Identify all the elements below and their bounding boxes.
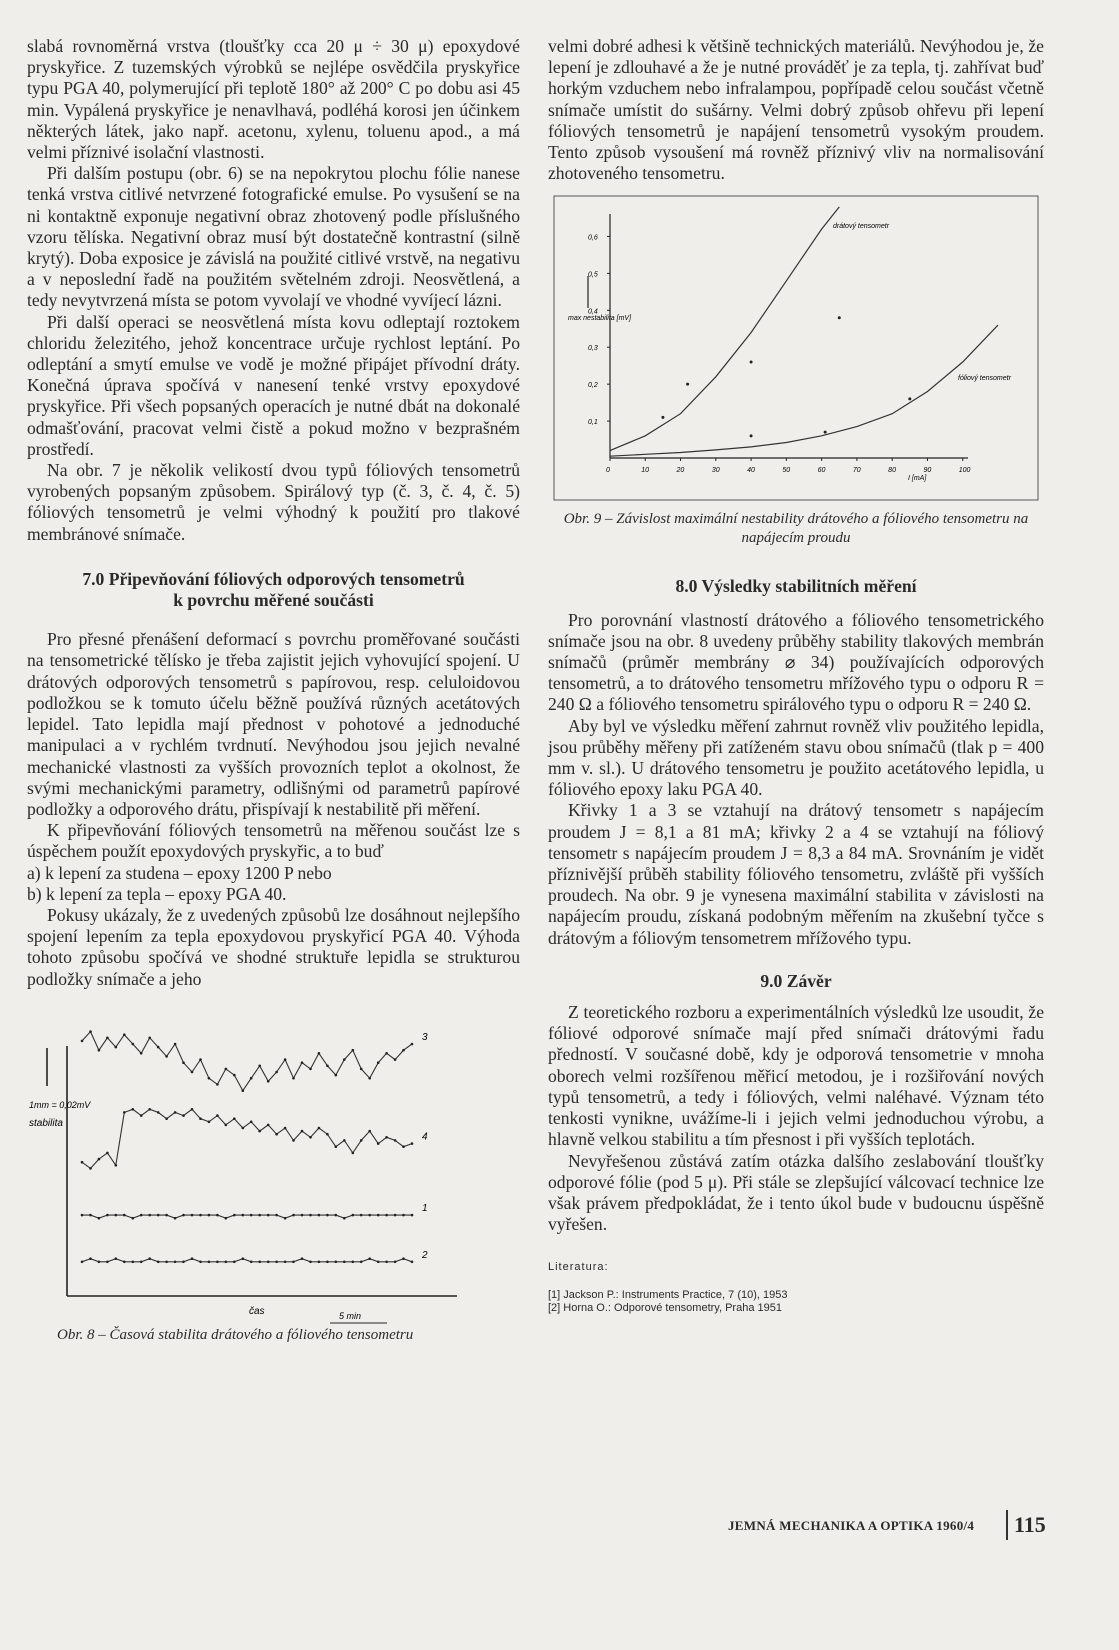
series-label: 3 xyxy=(422,1031,428,1043)
data-point xyxy=(191,1070,194,1073)
data-point xyxy=(115,1046,118,1049)
data-point xyxy=(157,1111,160,1114)
data-point xyxy=(89,1030,92,1033)
section-heading-7 xyxy=(27,569,520,611)
data-point xyxy=(343,1217,346,1220)
data-point xyxy=(394,1260,397,1263)
data-point xyxy=(301,1257,304,1260)
figure-8-chart xyxy=(27,996,497,1326)
data-point xyxy=(174,1217,177,1220)
data-point xyxy=(394,1058,397,1061)
data-point xyxy=(233,1074,236,1077)
data-point xyxy=(275,1260,278,1263)
data-point xyxy=(352,1214,355,1217)
data-point xyxy=(199,1260,202,1263)
data-point xyxy=(106,1151,109,1154)
data-point xyxy=(343,1058,346,1061)
heading-line: k povrchu měřené součásti xyxy=(173,590,374,611)
data-point xyxy=(292,1214,295,1217)
data-point xyxy=(89,1257,92,1260)
x-tick-label: 100 xyxy=(958,467,971,475)
x-tick-label: 0 xyxy=(606,467,610,475)
data-point xyxy=(225,1123,228,1126)
data-point xyxy=(402,1214,405,1217)
paragraph: Pokusy ukázaly, že z uvedených způsobů lze dosáhnout nejlepšího spojení lepením za tepla epoxydovou pryskyřicí PGA 40. Výhoda tohoto způsobu spočívá ve shodné struktuře lepidla se strukturou podložky snímače a jeho xyxy=(27,904,520,989)
data-point xyxy=(377,1214,380,1217)
data-point xyxy=(402,1049,405,1052)
data-point xyxy=(98,1049,101,1052)
data-point xyxy=(352,1049,355,1052)
data-point xyxy=(377,1260,380,1263)
series-line xyxy=(610,326,998,457)
data-point xyxy=(242,1089,245,1092)
data-point xyxy=(360,1260,363,1263)
paragraph: slabá rovnoměrná vrstva (tloušťky cca 20 μ ÷ 30 μ) epoxydové pryskyřice. Z tuzemských výrobků se nejlépe osvědčila pryskyřice typu PGA 40, polymerující při teplotě 180° až 200° C po dobu asi 45 min. Vypálená pryskyřice je nenavlhavá, podléhá korosi jen účinkem některých látek, jako např. acetonu, xylenu, toluenu apod., a má velmi příznivé isolační vlastnosti. xyxy=(27,36,520,163)
data-point xyxy=(233,1214,236,1217)
data-point xyxy=(326,1260,329,1263)
references-heading: Literatura: xyxy=(548,1261,609,1274)
data-point xyxy=(140,1214,143,1217)
data-point xyxy=(275,1133,278,1136)
data-point xyxy=(284,1126,287,1129)
data-point xyxy=(318,1260,321,1263)
data-point xyxy=(81,1260,84,1263)
data-point xyxy=(182,1214,185,1217)
data-point xyxy=(661,416,664,419)
reference-2: [2] Horna O.: Odporové tensometry, Praha 1951 xyxy=(548,1302,782,1315)
series-line-1 xyxy=(82,1215,412,1218)
data-point xyxy=(750,361,753,364)
list-item: a) k lepení za studena – epoxy 1200 P nebo xyxy=(27,862,332,883)
series-label: 2 xyxy=(422,1249,428,1261)
paragraph: Při dalším postupu (obr. 6) se na nepokrytou plochu fólie nanese tenká vrstva citlivé netvrzené fotografické emulse. Po vysušení se na ni kontaktně exponuje negativní obraz zhotovený podle příslušného vzoru tělíska. Negativní obraz musí být dostatečně kontrastní (silně krytý). Doba exposice je závislá na použité citlivé vrstvě, na negativu a v neposlední řadě na použitém světelném zdroji. Neosvětlená, a tedy nevytvrzená místa se potom vyvolají ve vhodné vyvíjecí lázni. xyxy=(27,163,520,311)
x-tick-label: 60 xyxy=(817,467,826,475)
data-point xyxy=(275,1214,278,1217)
data-point xyxy=(301,1214,304,1217)
page-footer xyxy=(728,1508,1048,1540)
data-point xyxy=(157,1214,160,1217)
paragraph: Na obr. 7 je několik velikostí dvou typů fóliových tensometrů vyrobených popsaným způsobem. Spirálový typ (č. 3, č. 4, č. 5) fóliových tensometrů je velmi výhodný k použití pro tlakové membránové snímače. xyxy=(27,460,520,544)
data-point xyxy=(301,1130,304,1133)
reference-1: [1] Jackson P.: Instruments Practice, 7 (10), 1953 xyxy=(548,1288,788,1301)
data-point xyxy=(292,1077,295,1080)
data-point xyxy=(250,1077,253,1080)
data-point xyxy=(292,1139,295,1142)
data-point xyxy=(132,1108,135,1111)
data-point xyxy=(89,1167,92,1170)
data-point xyxy=(318,1126,321,1129)
data-point xyxy=(352,1260,355,1263)
series-line xyxy=(610,207,839,451)
data-point xyxy=(360,1067,363,1070)
data-point xyxy=(216,1260,219,1263)
data-point xyxy=(148,1257,151,1260)
data-point xyxy=(368,1077,371,1080)
heading-line: 7.0 Připevňování fóliových odporových tensometrů xyxy=(82,568,465,589)
paragraph: velmi dobré adhesi k většině technických materiálů. Nevýhodou je, že lepení je zdlouhavé a že je nutné prováděť je za tepla, tj. zahřívat buď horkým vzduchem nebo infralampou, popřípadě celou součást včetně snímače umístit do sušárny. Velmi dobrý způsob ohřevu při lepení fóliových tensometrů je napájení tensometrů vysokým proudem. Tento způsob vysoušení má rovněž příznivý vliv na normalisování zhotoveného tensometru. xyxy=(548,36,1044,184)
x-axis-label: čas xyxy=(249,1305,265,1317)
section-heading-8: 8.0 Výsledky stabilitních měření xyxy=(675,576,917,597)
data-point xyxy=(98,1260,101,1263)
paragraph: Pro přesné přenášení deformací s povrchu proměřované součásti na tensometrické tělísko je třeba zajistit jejich vyhovující spojení. U drátových odporových tensometrů s papírovou, resp. celuloidovou podložkou se k tomuto účelu běžně používá různých acetátových lepidel. Tato lepidla mají přednost v pohotové a jednoduché manipulaci a v rychlém tvrdnutí. Nevýhodou jsou jejich nevalné mechanické vlastnosti za vyšších provozních teplot a okolnost, že svými mechanickými parametry, odlišnými od parametrů papírové podložky a odporového drátu, přispívají k nestabilitě při měření. xyxy=(27,629,520,819)
x-tick-label: 50 xyxy=(782,467,791,475)
data-point xyxy=(267,1123,270,1126)
data-point xyxy=(838,317,841,320)
left-column xyxy=(27,36,520,1345)
paragraph: Z teoretického rozboru a experimentálních výsledků lze usoudit, že fóliové odporové snímače mají před snímači drátovými řadu předností. V současné době, kdy je odporová tensometrie v mnoha oborech velmi rozšířenou měřicí metodou, je i rozšiřování nových typů tensometrů, a tedy i fóliových, velmi naléhavé. Význam této tenkosti vynikne, uvážíme-li i jejich velmi jednoduchou výrobu, a hlavně velkou stabilitu a tím přesnost i při vyšších teplotách. xyxy=(548,1002,1044,1150)
data-point xyxy=(216,1114,219,1117)
figure-9-caption: Obr. 9 – Závislost maximální nestability drátového a fóliového tensometru na napájecím proudu xyxy=(563,511,1029,547)
x-tick-label: 90 xyxy=(923,467,932,475)
figure-9-chart xyxy=(548,190,1044,510)
data-point xyxy=(385,1260,388,1263)
data-point xyxy=(174,1111,177,1114)
y-tick-label: 0,2 xyxy=(588,382,598,390)
paragraph: Křivky 1 a 3 se vztahují na drátový tensometr s napájecím proudem J = 8,1 a 81 mA; křivky 2 a 4 se vztahují na fóliový tensometr s napájecím proudem J = 8,3 a 84 mA. Srovnáním je vidět příznivější průběh stability fóliového tensometru, zvláště při vyšších proudech. Na obr. 9 je vynesena maximální stabilita v závislosti na napájecím proudu, získaná podobným měřením na zkušební tyčce s drátovým a fóliovým tensometrem mřížového typu. xyxy=(548,800,1044,948)
series-line-2 xyxy=(82,1258,412,1261)
data-point xyxy=(123,1214,126,1217)
data-point xyxy=(292,1260,295,1263)
journal-name: JEMNÁ MECHANIKA A OPTIKA 1960/4 xyxy=(728,1518,975,1533)
data-point xyxy=(123,1260,126,1263)
data-point xyxy=(335,1214,338,1217)
data-point xyxy=(343,1139,346,1142)
data-point xyxy=(216,1214,219,1217)
data-point xyxy=(385,1052,388,1055)
data-point xyxy=(148,1036,151,1039)
data-point xyxy=(242,1257,245,1260)
data-point xyxy=(115,1214,118,1217)
data-point xyxy=(208,1120,211,1123)
data-point xyxy=(377,1142,380,1145)
data-point xyxy=(165,1117,168,1120)
data-point xyxy=(411,1214,414,1217)
data-point xyxy=(174,1260,177,1263)
page-number: 115 xyxy=(1014,1512,1046,1537)
data-point xyxy=(89,1214,92,1217)
data-point xyxy=(309,1067,312,1070)
data-point xyxy=(250,1260,253,1263)
series-label: 4 xyxy=(422,1131,428,1143)
data-point xyxy=(360,1214,363,1217)
data-point xyxy=(174,1042,177,1045)
data-point xyxy=(182,1260,185,1263)
data-point xyxy=(106,1260,109,1263)
data-point xyxy=(335,1260,338,1263)
data-point xyxy=(81,1039,84,1042)
paragraph: K připevňování fóliových tensometrů na měřenou součást lze s úspěchem použít epoxydových pryskyřic, a to buď xyxy=(27,820,520,862)
data-point xyxy=(199,1058,202,1061)
data-point xyxy=(402,1257,405,1260)
data-point xyxy=(301,1061,304,1064)
data-point xyxy=(309,1214,312,1217)
data-point xyxy=(750,435,753,438)
data-point xyxy=(115,1257,118,1260)
series-line-4 xyxy=(82,1109,412,1168)
data-point xyxy=(140,1114,143,1117)
figure-8-caption: Obr. 8 – Časová stabilita drátového a fóliového tensometru xyxy=(57,1326,414,1343)
data-point xyxy=(267,1260,270,1263)
data-point xyxy=(225,1260,228,1263)
data-point xyxy=(106,1214,109,1217)
list-item: b) k lepení za tepla – epoxy PGA 40. xyxy=(27,883,287,904)
data-point xyxy=(411,1260,414,1263)
y-tick-label: 0,5 xyxy=(588,271,598,279)
data-point xyxy=(326,1214,329,1217)
series-line-3 xyxy=(82,1031,412,1090)
x-tick-label: 30 xyxy=(711,467,720,475)
data-point xyxy=(335,1145,338,1148)
figure-frame xyxy=(554,196,1038,500)
data-point xyxy=(98,1158,101,1161)
data-point xyxy=(368,1130,371,1133)
data-point xyxy=(81,1214,84,1217)
data-point xyxy=(309,1260,312,1263)
data-point xyxy=(326,1064,329,1067)
data-point xyxy=(191,1108,194,1111)
data-point xyxy=(284,1260,287,1263)
data-point xyxy=(335,1074,338,1077)
data-point xyxy=(191,1257,194,1260)
data-point xyxy=(115,1164,118,1167)
data-point xyxy=(216,1083,219,1086)
y-tick-label: 0,3 xyxy=(588,345,598,353)
data-point xyxy=(199,1117,202,1120)
data-point xyxy=(208,1260,211,1263)
data-point xyxy=(182,1114,185,1117)
paragraph: Pro porovnání vlastností drátového a fóliového tensometrického snímače jsou na obr. 8 uvedeny průběhy stability tlakových membrán snímačů (průměr membrány ⌀ 34) používajících odporových tensometrů, a to drátového tensometru mřížového typu o odporu R = 240 Ω a fóliového tensometru spirálového typu o odporu R = 240 Ω. xyxy=(548,609,1044,715)
data-point xyxy=(250,1120,253,1123)
series-label: 1 xyxy=(422,1202,428,1214)
data-point xyxy=(132,1260,135,1263)
data-point xyxy=(258,1260,261,1263)
y-axis-label: max nestabilita [mV] xyxy=(568,315,632,323)
data-point xyxy=(123,1111,126,1114)
data-point xyxy=(385,1136,388,1139)
data-point xyxy=(208,1077,211,1080)
time-scale-label: 5 min xyxy=(339,1310,362,1321)
data-point xyxy=(258,1214,261,1217)
data-point xyxy=(233,1117,236,1120)
data-point xyxy=(225,1067,228,1070)
data-point xyxy=(242,1126,245,1129)
data-point xyxy=(132,1042,135,1045)
section-heading-9: 9.0 Závěr xyxy=(760,970,832,991)
data-point xyxy=(343,1260,346,1263)
data-point xyxy=(318,1052,321,1055)
data-point xyxy=(199,1214,202,1217)
data-point xyxy=(402,1145,405,1148)
right-column xyxy=(548,36,1044,1316)
y-tick-label: 0,4 xyxy=(588,308,598,316)
data-point xyxy=(411,1042,414,1045)
data-point xyxy=(157,1260,160,1263)
data-point xyxy=(123,1033,126,1036)
data-point xyxy=(360,1139,363,1142)
data-point xyxy=(157,1046,160,1049)
data-point xyxy=(242,1214,245,1217)
data-point xyxy=(258,1130,261,1133)
x-tick-label: 20 xyxy=(676,467,685,475)
y-tick-label: 0,6 xyxy=(588,234,598,242)
paragraph: Nevyřešenou zůstává zatím otázka dalšího zeslabování tloušťky odporové fólie (pod 5 μ). Při stále se zlepšující válcovací technice lze však právem předpokládat, že i tento úkol bude v budoucnu úspěšně vyřešen. xyxy=(548,1150,1044,1235)
data-point xyxy=(250,1214,253,1217)
data-point xyxy=(165,1260,168,1263)
data-point xyxy=(686,383,689,386)
scale-label: 1mm = 0,02mV xyxy=(29,1099,91,1110)
data-point xyxy=(132,1217,135,1220)
data-point xyxy=(352,1151,355,1154)
data-point xyxy=(394,1214,397,1217)
y-axis-label: stabilita xyxy=(29,1117,63,1129)
paragraph: Aby byl ve výsledku měření zahrnut rovněž vliv použitého lepidla, jsou průběhy měřeny při zatíženém stavu obou snímačů (tlak p = 400 mm v. sl.). U drátového tensometru je použito acetátového lepidla, u fóliového epoxy laku PGA 40. xyxy=(548,715,1044,800)
data-point xyxy=(267,1080,270,1083)
data-point xyxy=(148,1108,151,1111)
data-point xyxy=(225,1217,228,1220)
data-point xyxy=(258,1064,261,1067)
x-tick-label: 40 xyxy=(747,467,755,475)
data-point xyxy=(165,1055,168,1058)
data-point xyxy=(326,1133,329,1136)
data-point xyxy=(284,1217,287,1220)
data-point xyxy=(368,1257,371,1260)
y-tick-label: 0,1 xyxy=(588,419,598,427)
data-point xyxy=(908,398,911,401)
data-point xyxy=(318,1214,321,1217)
data-point xyxy=(284,1058,287,1061)
data-point xyxy=(140,1052,143,1055)
series-label: fóliový tensometr xyxy=(958,375,1011,383)
data-point xyxy=(275,1070,278,1073)
data-point xyxy=(385,1214,388,1217)
series-label: drátový tensometr xyxy=(833,223,890,231)
data-point xyxy=(191,1214,194,1217)
data-point xyxy=(140,1260,143,1263)
x-axis-label: I [mA] xyxy=(908,475,927,483)
data-point xyxy=(208,1214,211,1217)
x-tick-label: 80 xyxy=(888,467,896,475)
data-point xyxy=(81,1161,84,1164)
data-point xyxy=(411,1142,414,1145)
data-point xyxy=(182,1061,185,1064)
x-tick-label: 10 xyxy=(641,467,650,475)
data-point xyxy=(98,1217,101,1220)
data-point xyxy=(309,1136,312,1139)
data-point xyxy=(233,1260,236,1263)
paragraph: Při další operaci se neosvětlená místa kovu odleptají roztokem chloridu železitého, jehož koncentrace určuje rychlost leptání. Po odleptání a smytí emulse ve vodě je možné připájet přívodní dráty. Konečná úprava spočívá v nanesení tenké vrstvy epoxydové pryskyřice. Při všech popsaných operacích je nutné dbát na dokonalé odmašťování, pracovat velmi čistě a pokud možno v bezprašném prostředí. xyxy=(27,311,520,459)
data-point xyxy=(106,1036,109,1039)
data-point xyxy=(824,431,827,434)
data-point xyxy=(377,1061,380,1064)
data-point xyxy=(148,1214,151,1217)
data-point xyxy=(394,1139,397,1142)
data-point xyxy=(368,1214,371,1217)
footer-divider xyxy=(1006,1510,1008,1540)
x-tick-label: 70 xyxy=(852,467,861,475)
data-point xyxy=(267,1214,270,1217)
data-point xyxy=(165,1214,168,1217)
